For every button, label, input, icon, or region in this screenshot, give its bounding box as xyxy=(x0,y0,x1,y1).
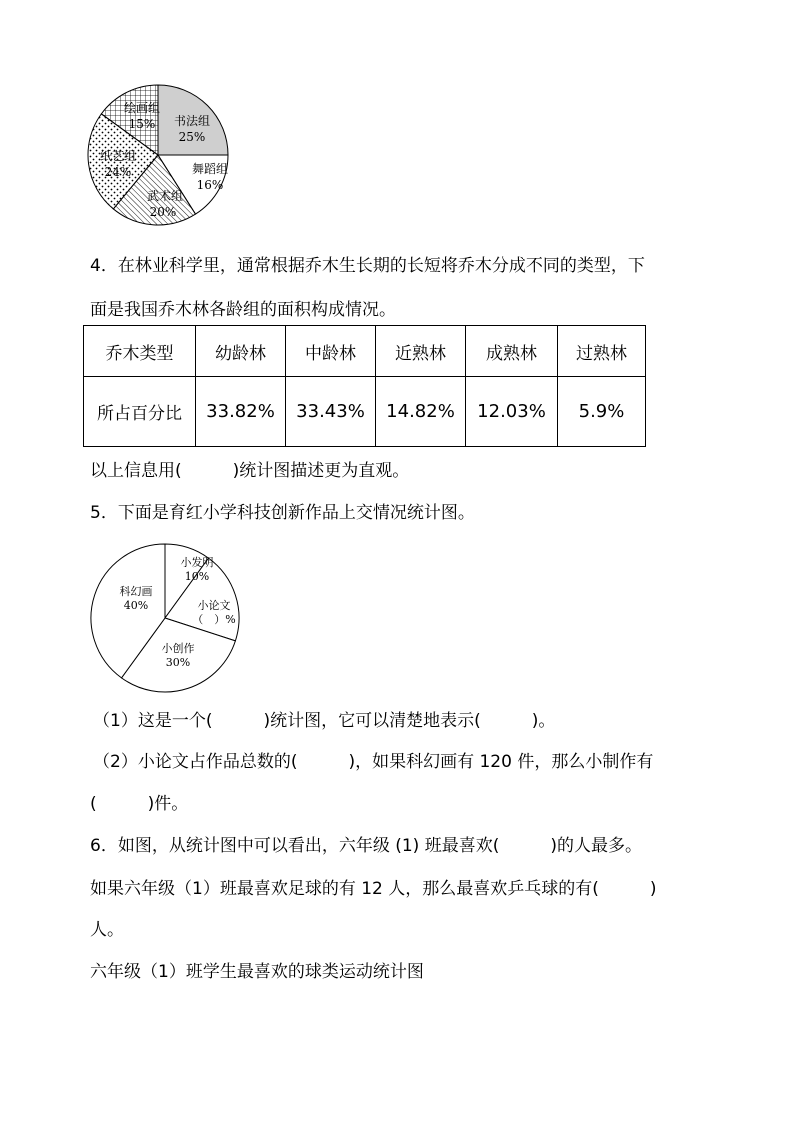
works-pie-chart xyxy=(90,538,250,698)
slice-label-paper-art: 纸艺组 xyxy=(99,149,137,163)
slice-label-dance: 舞蹈组 xyxy=(191,162,229,176)
table-cell: 33.43% xyxy=(286,377,376,447)
table-cell: 成熟林 xyxy=(466,326,558,377)
activity-group-pie-chart xyxy=(80,80,250,230)
q5-sub2: （2）小论文占作品总数的( )，如果科幻画有 120 件，那么小制作有 xyxy=(93,752,654,772)
table-cell: 33.82% xyxy=(196,377,286,447)
slice-value-scifi-painting: 40% xyxy=(123,599,149,612)
slice-value-essay: （ ）% xyxy=(192,613,236,626)
q6-text-line1: 6．如图，从统计图中可以看出，六年级 (1) 班最喜欢( )的人最多。 xyxy=(90,836,642,856)
slice-value-creation: 30% xyxy=(165,656,191,669)
slice-label-essay: 小论文 xyxy=(197,599,231,612)
slice-label-calligraphy: 书法组 xyxy=(173,114,211,128)
table-cell: 过熟林 xyxy=(558,326,646,377)
table-cell: 5.9% xyxy=(558,377,646,447)
q5-title: 5．下面是育红小学科技创新作品上交情况统计图。 xyxy=(90,503,475,523)
q5-sub1: （1）这是一个( )统计图，它可以清楚地表示( )。 xyxy=(93,711,556,731)
q6-text-line2: 如果六年级（1）班最喜欢足球的有 12 人，那么最喜欢乒乓球的有( ) xyxy=(90,879,657,899)
slice-value-martial-arts: 20% xyxy=(149,205,177,219)
table-cell: 所占百分比 xyxy=(84,377,196,447)
table-cell: 乔木类型 xyxy=(84,326,196,377)
slice-label-creation: 小创作 xyxy=(161,642,195,655)
table-header-row xyxy=(84,326,646,377)
table-row xyxy=(84,377,646,447)
q6-chart-title: 六年级（1）班学生最喜欢的球类运动统计图 xyxy=(90,962,424,982)
slice-label-painting: 绘画组 xyxy=(123,101,161,115)
q5-sub2-cont: ( )件。 xyxy=(90,794,189,814)
q6-text-line3: 人。 xyxy=(90,920,124,940)
slice-value-calligraphy: 25% xyxy=(178,130,206,144)
table-cell: 12.03% xyxy=(466,377,558,447)
slice-label-scifi-painting: 科幻画 xyxy=(119,585,153,598)
table-cell: 近熟林 xyxy=(376,326,466,377)
slice-value-invention: 10% xyxy=(184,570,210,583)
slice-value-dance: 16% xyxy=(196,178,224,192)
slice-label-martial-arts: 武术组 xyxy=(146,189,184,203)
forest-age-table xyxy=(83,325,646,447)
slice-value-paper-art: 24% xyxy=(104,165,132,179)
table-cell: 中龄林 xyxy=(286,326,376,377)
table-cell: 幼龄林 xyxy=(196,326,286,377)
slice-value-painting: 15% xyxy=(128,117,156,131)
q4-text-line1: 4．在林业科学里，通常根据乔木生长期的长短将乔木分成不同的类型，下 xyxy=(90,256,645,276)
q4-text-line2: 面是我国乔木林各龄组的面积构成情况。 xyxy=(90,300,396,320)
slice-label-invention: 小发明 xyxy=(180,556,214,569)
table-cell: 14.82% xyxy=(376,377,466,447)
q4-answer-line: 以上信息用( )统计图描述更为直观。 xyxy=(90,461,410,481)
